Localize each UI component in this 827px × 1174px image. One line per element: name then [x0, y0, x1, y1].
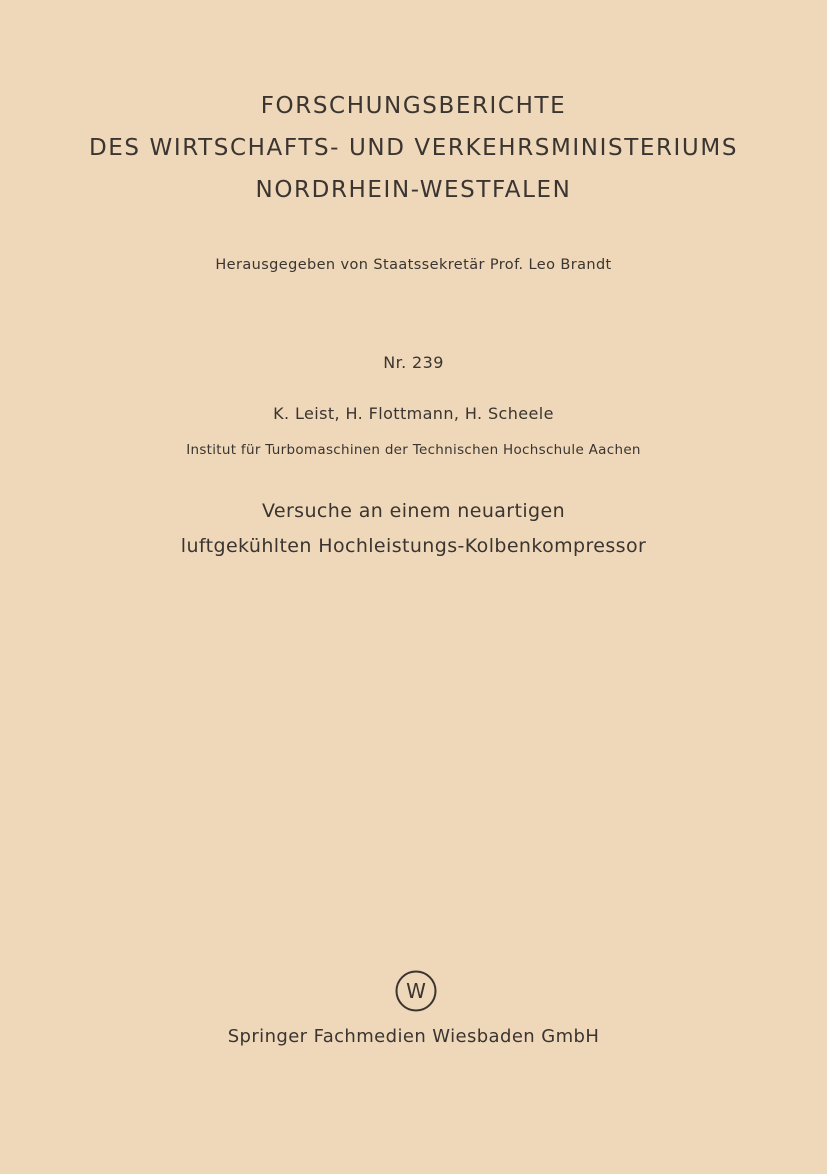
series-title-line-2: DES WIRTSCHAFTS- UND VERKEHRSMINISTERIUMS — [88, 135, 739, 161]
publisher-logo-icon — [394, 969, 438, 1013]
publisher-name: Springer Fachmedien Wiesbaden GmbH — [227, 1026, 600, 1047]
svg-text:W: W — [406, 979, 426, 1003]
book-title-line-1: Versuche an einem neuartigen — [261, 500, 566, 522]
authors: K. Leist, H. Flottmann, H. Scheele — [273, 404, 554, 423]
series-title-line-1: FORSCHUNGSBERICHTE — [260, 93, 567, 119]
institute: Institut für Turbomaschinen der Technischen Hochschule Aachen — [186, 442, 641, 458]
series-title-line-3: NORDRHEIN-WESTFALEN — [255, 177, 572, 203]
editor-credit: Herausgegeben von Staatssekretär Prof. Leo Brandt — [215, 257, 612, 273]
issue-number: Nr. 239 — [383, 353, 444, 372]
book-title-line-2: luftgekühlten Hochleistungs-Kolbenkompressor — [180, 535, 647, 557]
